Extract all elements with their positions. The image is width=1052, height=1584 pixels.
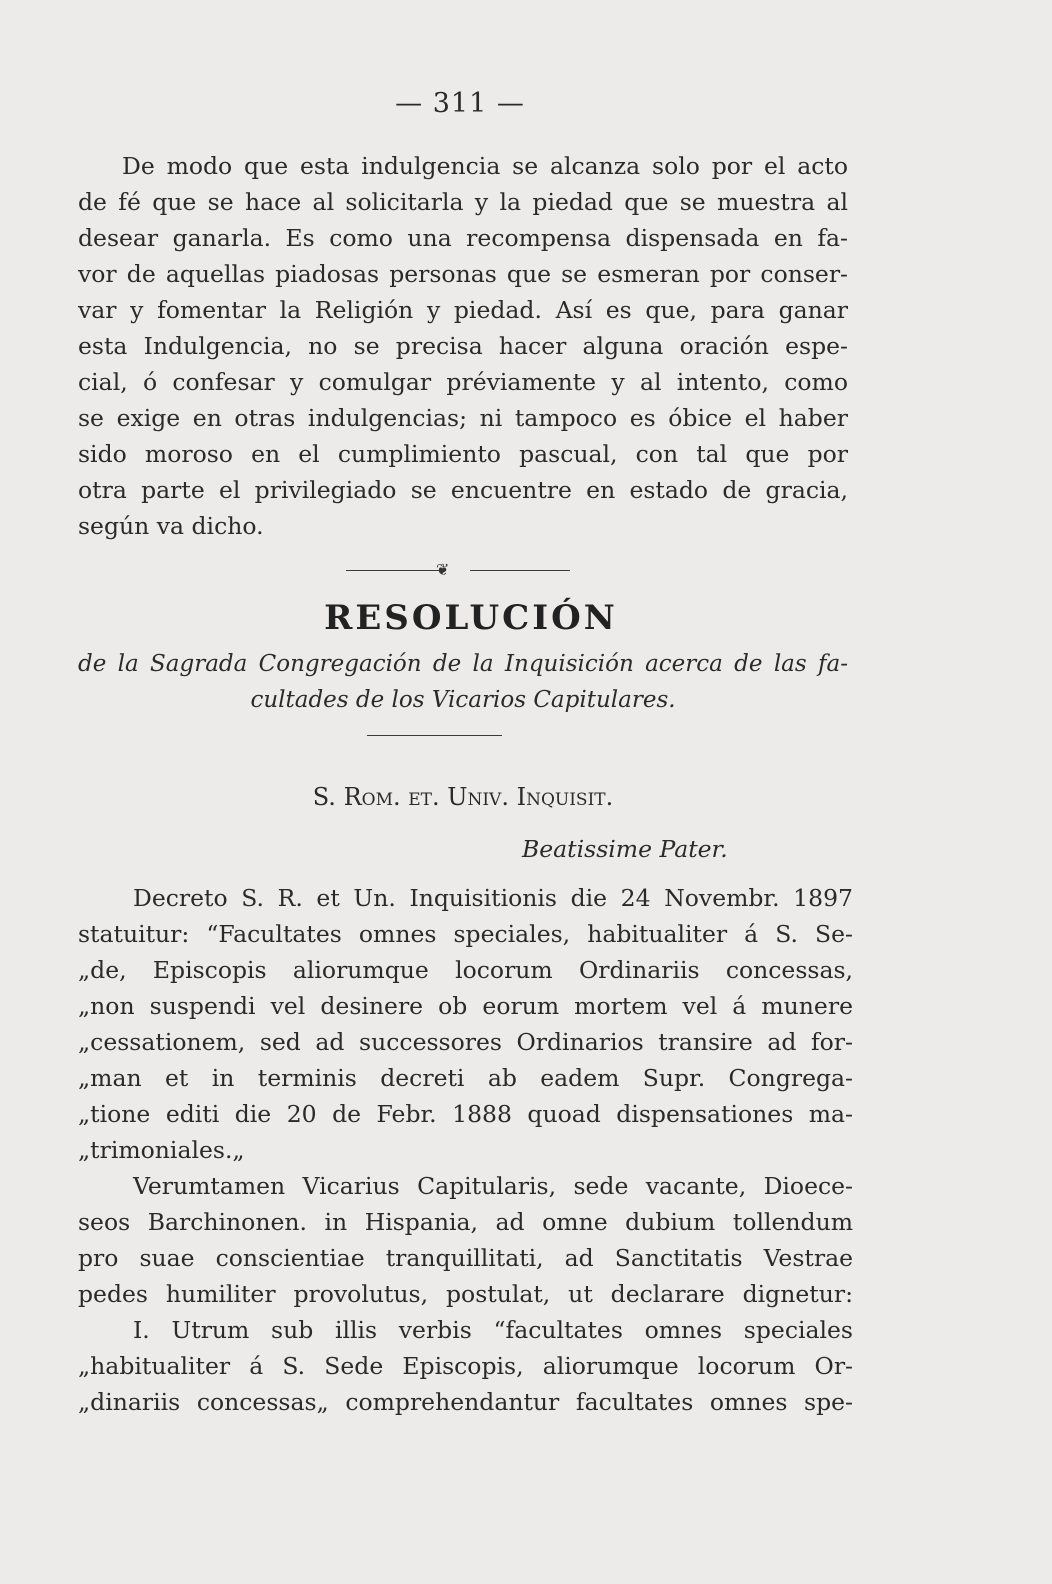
ornament-icon: ❦ (436, 560, 450, 579)
salutation: Beatissime Pater. (522, 835, 728, 863)
paragraph-line: de fé que se hace al solicitarla y la piedad que se muestra al (78, 188, 848, 216)
paragraph-line: desear ganarla. Es como una recompensa dispensada en fa- (78, 224, 848, 252)
short-rule (367, 735, 502, 736)
section-subtitle-line: de la Sagrada Congregación de la Inquisición acerca de las fa- (78, 651, 848, 677)
petition-line: seos Barchinonen. in Hispania, ad omne dubium tollendum (78, 1208, 853, 1236)
question-line: „dinariis concessas„ comprehendantur facultates omnes spe- (78, 1388, 853, 1416)
petition-line: pedes humiliter provolutus, postulat, ut declarare dignetur: (78, 1280, 853, 1308)
paragraph-line: sido moroso en el cumplimiento pascual, con tal que por (78, 440, 848, 468)
office-heading: S. Rom. et. Univ. Inquisit. (312, 783, 614, 811)
paragraph-line: cial, ó confesar y comulgar préviamente y al intento, como (78, 368, 848, 396)
decree-line: Decreto S. R. et Un. Inquisitionis die 24 Novembr. 1897 (133, 884, 853, 912)
paragraph-line: vor de aquellas piadosas personas que se esmeran por conser- (78, 260, 848, 288)
decree-line: „cessationem, sed ad successores Ordinarios transire ad for- (78, 1028, 853, 1056)
decree-line: „non suspendi vel desinere ob eorum mortem vel á munere (78, 992, 853, 1020)
page-number: — 311 — (395, 88, 525, 119)
paragraph-line: var y fomentar la Religión y piedad. Así es que, para ganar (78, 296, 848, 324)
paragraph-line: esta Indulgencia, no se precisa hacer alguna oración espe- (78, 332, 848, 360)
paragraph-line: otra parte el privilegiado se encuentre en estado de gracia, (78, 476, 848, 504)
section-title: RESOLUCIÓN (324, 598, 618, 638)
section-subtitle-line: cultades de los Vicarios Capitulares. (250, 687, 676, 713)
question-line: I. Utrum sub illis verbis “facultates omnes speciales (133, 1316, 853, 1344)
separator-rule-left (346, 570, 442, 571)
paragraph-line: De modo que esta indulgencia se alcanza solo por el acto (122, 152, 848, 180)
petition-line: Verumtamen Vicarius Capitularis, sede vacante, Dioece- (133, 1172, 853, 1200)
paragraph-line: según va dicho. (78, 512, 264, 540)
paragraph-line: se exige en otras indulgencias; ni tampoco es óbice el haber (78, 404, 848, 432)
decree-line: „de, Episcopis aliorumque locorum Ordinariis concessas, (78, 956, 853, 984)
separator-rule-right (470, 570, 570, 571)
decree-line: statuitur: “Facultates omnes speciales, habitualiter á S. Se- (78, 920, 853, 948)
decree-line: „trimoniales.„ (78, 1136, 245, 1164)
decree-line: „man et in terminis decreti ab eadem Supr. Congrega- (78, 1064, 853, 1092)
petition-line: pro suae conscientiae tranquillitati, ad Sanctitatis Vestrae (78, 1244, 853, 1272)
decree-line: „tione editi die 20 de Febr. 1888 quoad dispensationes ma- (78, 1100, 853, 1128)
question-line: „habitualiter á S. Sede Episcopis, aliorumque locorum Or- (78, 1352, 853, 1380)
